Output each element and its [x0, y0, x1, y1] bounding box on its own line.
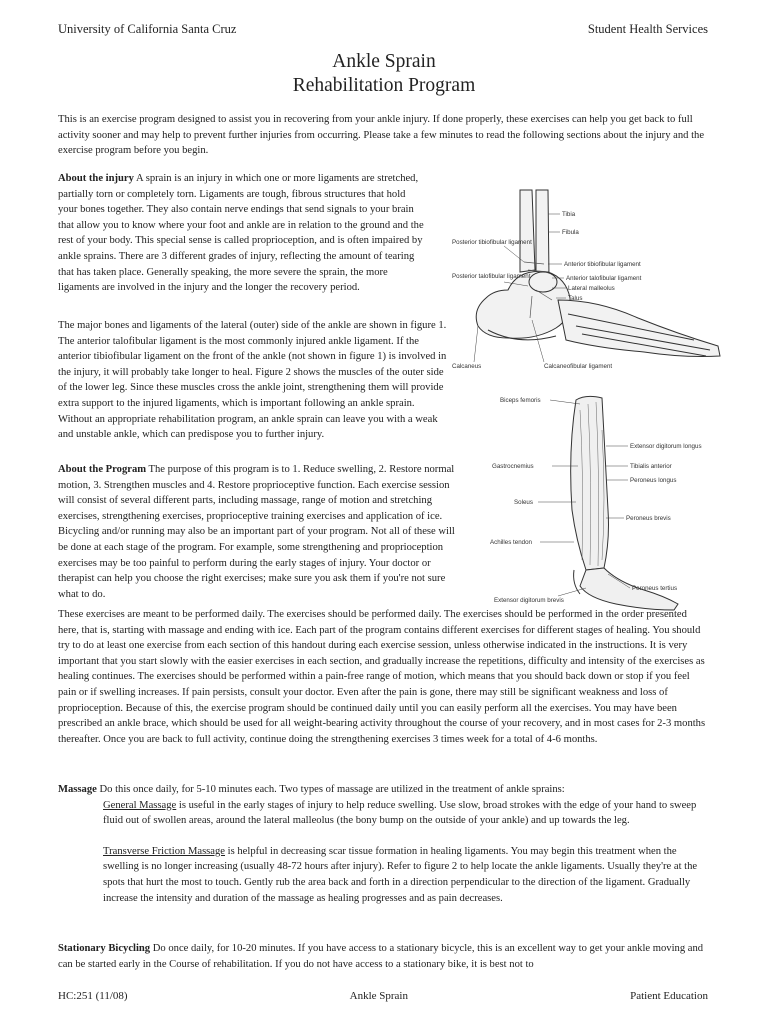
fig2-label-2: Gastrocnemius	[492, 463, 534, 470]
program-heading: About the Program	[58, 464, 147, 475]
fig1-label-1: Fibula	[562, 229, 579, 236]
massage-heading: Massage	[58, 784, 97, 795]
fig1-label-7: Talus	[568, 295, 583, 302]
fig2-label-4: Peroneus longus	[630, 477, 677, 484]
document-title	[0, 50, 768, 98]
header-department: Student Health Services	[587, 22, 708, 36]
injury-heading: About the injury	[58, 173, 134, 184]
footer-code: HC:251 (11/08)	[58, 990, 128, 1002]
fig1-label-2: Posterior tibiofibular ligament	[452, 239, 532, 246]
intro-paragraph: This is an exercise program designed to assist you in recovering from your ankle injury. If done properly, these exercises can help you get back to full activity sooner and may help to prevent further injuries from occurring. Please take a few minutes to read the following sections about the injury and the exercise program before you begin.	[58, 114, 705, 157]
fig1-label-8: Calcaneofibular ligament	[544, 363, 613, 370]
header-institution: University of California Santa Cruz	[58, 22, 237, 36]
fig2-label-5: Soleus	[514, 499, 533, 506]
friction-massage-title: Transverse Friction Massage	[103, 845, 226, 857]
friction-massage	[58, 844, 710, 906]
general-massage-text: is useful in the early stages of injury to help reduce swelling. Use slow, broad strokes with the edge of your hand to sweep fluid out of swollen areas, around the lateral malleolus (the bony bump on the outside of your ankle) and up towards the leg.	[103, 799, 697, 827]
bicycling-text: Do once daily, for 10-20 minutes. If you have access to a stationary bicycle, this is an excellent way to get your ankle moving and can be started early in the Course of rehabilitation. If you do not have access to a stationary bike, it is best not to	[58, 943, 704, 970]
program-text: The purpose of this program is to 1. Reduce swelling, 2. Restore normal motion, 3. Strengthen muscles and 4. Restore proprioceptive function. Each exercise session will consist of several different parts, including massage, range of motion and stretching exercises, strengthening exercises, proprioceptive training exercises and application of ice. Bicycling and/or running may also be an important part of your program. Not all of these will be done at each stage of the program. For example, some strengthening and proprioception exercises may be too painful to perform during the early stages of injury. Your doctor or therapist can help you choose the right exercises; make sure you ask them if you're not sure what to do.	[58, 464, 455, 600]
page-header	[58, 22, 708, 37]
injury-section	[58, 171, 426, 296]
fig1-label-9: Calcaneus	[452, 363, 482, 370]
friction-massage-text: is helpful in decreasing scar tissue formation in healing ligaments. You may begin this treatment when the swelling is no longer increasing (usually 48-72 hours after injury). Refer to figure 2 to help locate the ankle ligaments. Usually they're at the spots that hurt the most to touch. Gently rub the area back and forth in a direction perpendicular to the direction of the ligament. Gradually increase the intensity and duration of the massage as healing progresses and as pain decreases.	[103, 845, 698, 904]
fig2-label-1: Extensor digitorum longus	[630, 443, 702, 450]
fig1-label-6: Lateral malleolus	[568, 285, 615, 292]
fig2-label-9: Extensor digitorum brevis	[494, 597, 564, 604]
bicycling-heading: Stationary Bicycling	[58, 943, 151, 954]
program-section	[58, 462, 463, 602]
massage-section	[58, 782, 710, 906]
massage-intro: Do this once daily, for 5-10 minutes each. Two types of massage are utilized in the treatment of ankle sprains:	[96, 784, 565, 795]
fig2-label-7: Achilles tendon	[490, 539, 532, 546]
footer-category: Patient Education	[630, 990, 708, 1002]
fig2-label-6: Peroneus brevis	[626, 515, 671, 522]
general-massage-title: General Massage	[103, 799, 177, 811]
figure-2-leg-muscles	[468, 390, 730, 612]
fig2-label-8: Peroneus tertius	[632, 585, 678, 592]
title-line-2: Rehabilitation Program	[292, 75, 476, 96]
general-massage	[58, 798, 710, 829]
leg-muscles-drawing	[571, 396, 678, 610]
fig1-label-0: Tibia	[562, 211, 576, 218]
daily-paragraph: These exercises are meant to be performed daily. The exercises should be performed daily. The exercises should be performed in the order presented here, that is, starting with massage and ending with ice. Each part of the program contains different exercises for different stages of healing. You should try to do at least one exercise from each section of this handout during each exercise session, unless otherwise indicated in the instructions. It is very important that you start slowly with the easier exercises in each section, and gradually increase the repetitions, difficulty and intensity of the exercises as healing continues. The exercises should be performed within a pain-free range of motion, which means that you should back down or stop if you feel pain or if swelling increases. If pain persists, consult your doctor. Even after the pain is gone, there may still be significant weakness and loss of proprioception. Because of this, the exercise program should be continued daily until you can easily perform all the exercises. You may have been prescribed an ankle brace, which should be used for all weight-bearing activity throughout the course of your recovery, and in most cases for 2-3 months thereafter. Once you are back to full activity, continue doing the strengthening exercises 3 times week for a total of 4-6 months.	[58, 609, 706, 745]
bicycling-section	[58, 941, 710, 972]
footer-title: Ankle Sprain	[349, 990, 408, 1002]
title-line-1: Ankle Sprain	[332, 51, 436, 72]
bones-paragraph: The major bones and ligaments of the lateral (outer) side of the ankle are shown in figure 1. The anterior talofibular ligament is the most commonly injured ankle ligament. If the anterior tibiofibular ligament on the front of the ankle (not shown in figure 1) is involved in the injury, it will probably take longer to heal. Figure 2 shows the muscles of the outer side of the lower leg. Since these muscles cross the ankle joint, strengthening them will provide extra support to the injured ligaments, which is important following an ankle sprain. Without an appropriate rehabilitation program, an ankle sprain can leave you with a weak and unstable ankle, which can predispose you to further injury.	[58, 320, 447, 441]
fig1-label-3: Anterior tibiofibular ligament	[564, 261, 641, 268]
fig2-label-0: Biceps femoris	[500, 397, 541, 404]
page-footer	[58, 990, 708, 1002]
fig1-label-4: Posterior talofibular ligament	[452, 273, 531, 280]
fig2-label-3: Tibialis anterior	[630, 463, 672, 470]
fig1-label-5: Anterior talofibular ligament	[566, 275, 642, 282]
injury-text: A sprain is an injury in which one or more ligaments are stretched, partially torn or completely torn. Ligaments are tough, fibrous structures that hold your bones together. They also contain nerve endings that send signals to your brain that allow you to know where your foot and ankle are in relation to the ground and the rest of your body. This special sense is called proprioception, and is often impaired by ankle sprains. There are 3 different grades of injury, reflecting the amount of tearing that has taken place. Generally speaking, the more severe the sprain, the more ligaments are involved in the injury and the longer the recovery period.	[58, 173, 424, 294]
figure-1-ankle-ligaments	[448, 150, 730, 388]
